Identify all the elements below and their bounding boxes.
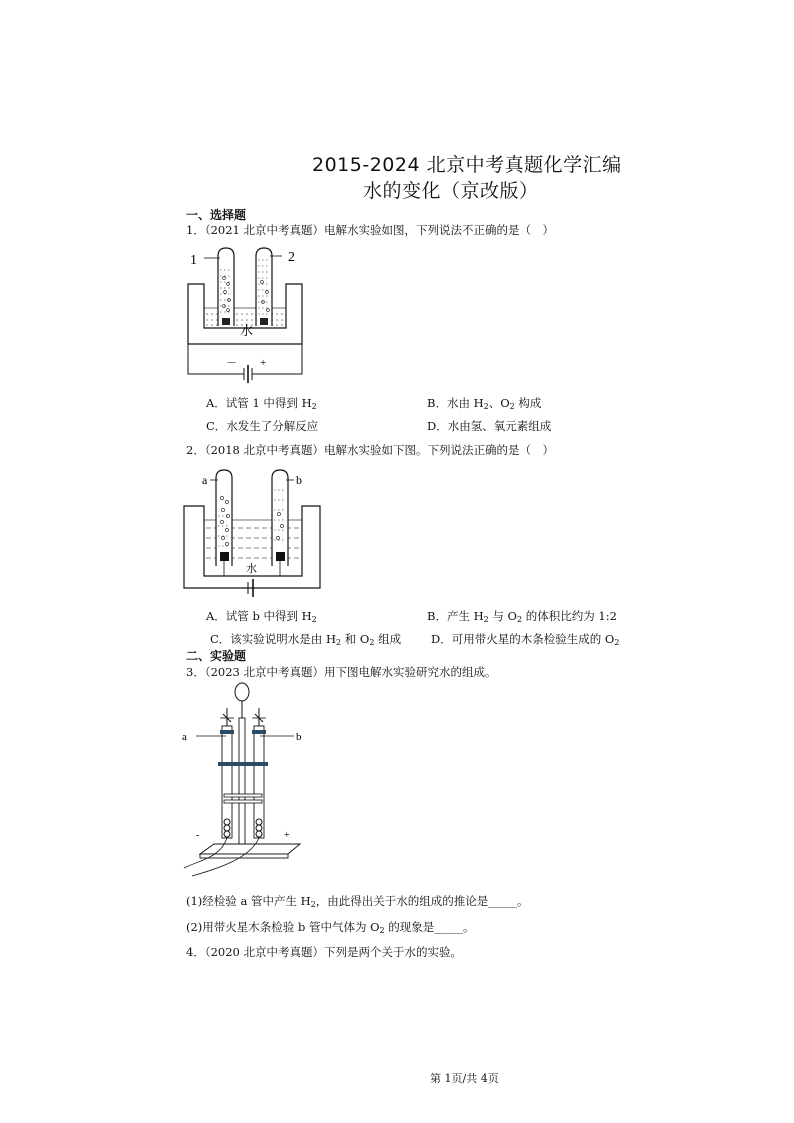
label-tube-1: 1 xyxy=(190,253,197,268)
label-plus: + xyxy=(260,357,267,369)
figure-electrolysis-1 xyxy=(182,244,312,386)
q3-part-1: (1)经检验 a 管中产生 $H_2$，由此得出关于水的组成的推论是_____。 xyxy=(186,894,529,909)
label-water: 水 xyxy=(240,323,254,338)
q2-option-b: B．产生 $H_2$ 与 $O_2$ 的体积比约为 1:2 xyxy=(427,609,617,624)
q1-option-c: C．水发生了分解反应 xyxy=(206,419,319,433)
q2-option-d: D．可用带火星的木条检验生成的 $O_2$ xyxy=(431,632,620,647)
question-3-stem: 3．（2023 北京中考真题）用下图电解水实验研究水的组成。 xyxy=(186,665,497,679)
label-minus: － xyxy=(226,357,237,369)
section-heading-choice: 一、选择题 xyxy=(186,208,247,222)
figure-hofmann-voltameter xyxy=(180,682,302,878)
label-tube-b: b xyxy=(296,731,302,743)
label-tube-a: a xyxy=(182,731,187,743)
page-number: 第 1页/共 4页 xyxy=(430,1072,499,1085)
q2-option-a: A．试管 b 中得到 $H_2$ xyxy=(206,609,317,624)
label-plus: + xyxy=(284,830,290,841)
q1-option-d: D．水由氢、氧元素组成 xyxy=(427,419,552,433)
label-minus: - xyxy=(196,830,200,841)
q3-part-2: (2)用带火星木条检验 b 管中气体为 $O_2$ 的现象是_____。 xyxy=(186,920,475,935)
question-4-stem: 4．（2020 北京中考真题）下列是两个关于水的实验。 xyxy=(186,945,462,959)
q2-option-c: C．该实验说明水是由 $H_2$ 和 $O_2$ 组成 xyxy=(210,632,402,647)
section-heading-experiment: 二、实验题 xyxy=(186,649,247,663)
question-1-stem: 1．（2021 北京中考真题）电解水实验如图，下列说法不正确的是（ ） xyxy=(186,223,554,237)
label-tube-2: 2 xyxy=(288,250,295,265)
label-tube-b: b xyxy=(296,473,302,487)
question-2-stem: 2．（2018 北京中考真题）电解水实验如下图。下列说法正确的是（ ） xyxy=(186,443,554,457)
label-water: 水 xyxy=(246,563,257,575)
page-title: 2015-2024 北京中考真题化学汇编 xyxy=(312,154,622,176)
figure-electrolysis-2 xyxy=(182,468,324,598)
page-subtitle: 水的变化（京改版） xyxy=(363,180,539,202)
q1-option-a: A．试管 1 中得到 $H_2$ xyxy=(206,396,317,411)
q1-option-b: B．水由 $H_2$、$O_2$ 构成 xyxy=(427,396,542,411)
label-tube-a: a xyxy=(202,473,208,487)
